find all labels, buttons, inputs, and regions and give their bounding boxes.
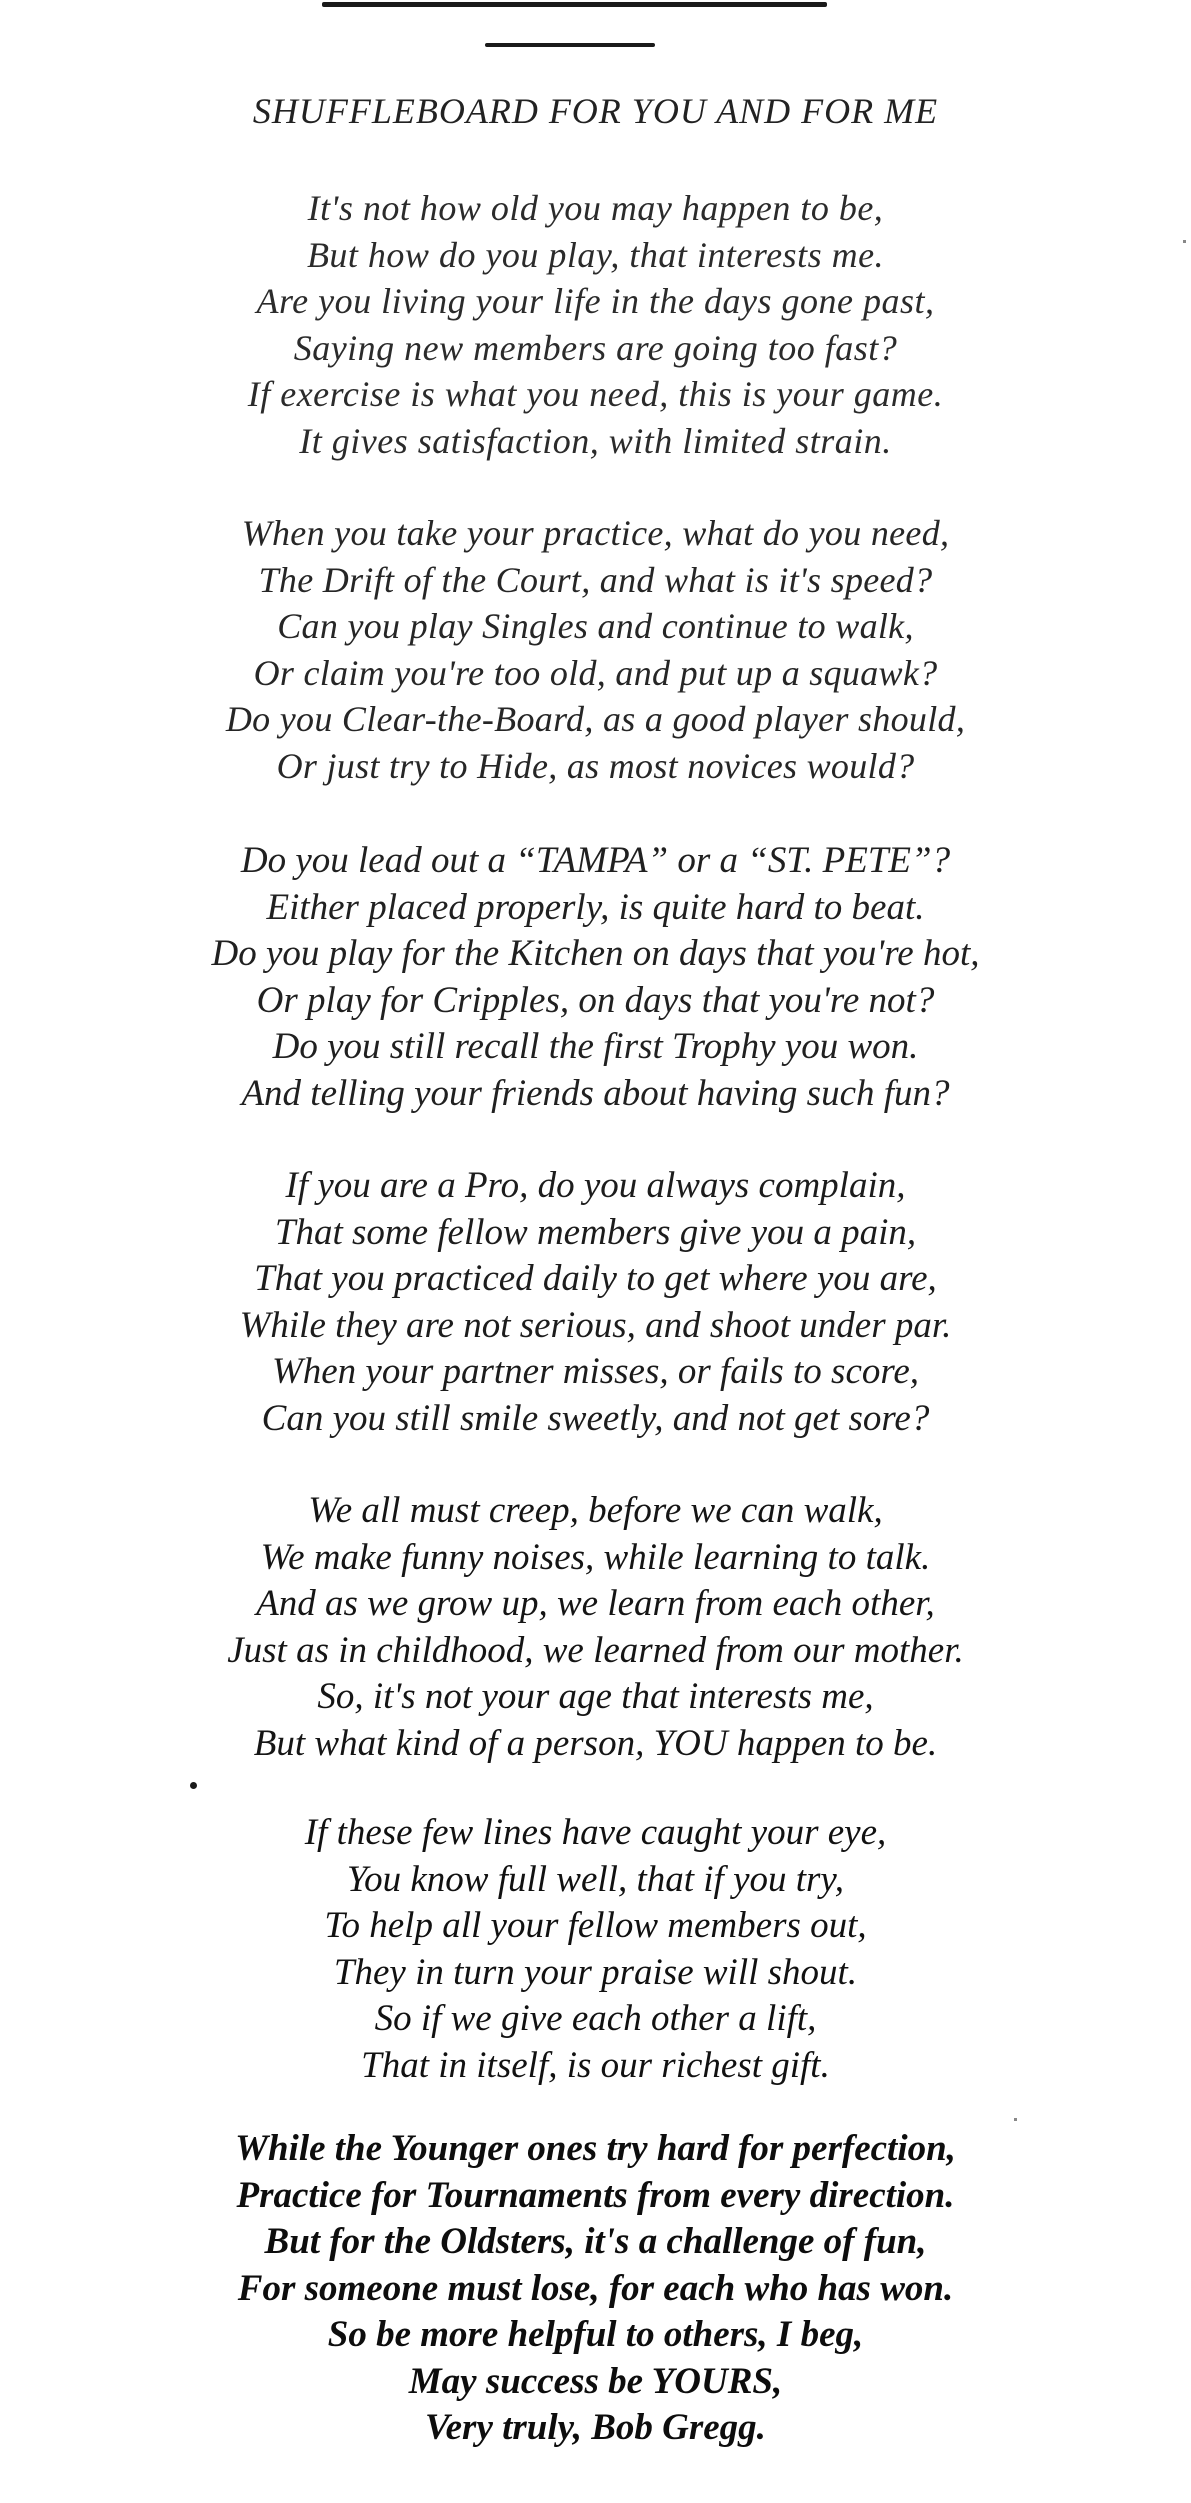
stanza-4 — [0, 1163, 1191, 1442]
poem-line: But how do you play, that interests me. — [306, 234, 885, 275]
signature-line: Very truly, Bob Gregg. — [425, 2407, 766, 2448]
poem-title: SHUFFLEBOARD FOR YOU AND FOR ME — [252, 91, 939, 131]
stanza-1 — [0, 185, 1191, 464]
poem-line: It gives satisfaction, with limited strain. — [299, 420, 892, 461]
poem-line: When your partner misses, or fails to score, — [271, 1351, 920, 1392]
poem-line: While the Younger ones try hard for perfection, — [235, 2128, 956, 2169]
poem-line: The Drift of the Court, and what is it's speed? — [258, 559, 933, 600]
paper-speck — [1183, 240, 1186, 243]
poem-line: When you take your practice, what do you need, — [241, 513, 950, 553]
poem-line: They in turn your praise will shout. — [333, 1951, 858, 1993]
poem-line: It's not how old you may happen to be, — [307, 188, 884, 228]
paper-speck — [1014, 2118, 1017, 2121]
poem-line: Do you Clear-the-Board, as a good player should, — [225, 699, 966, 739]
poem-line: For someone must lose, for each who has won. — [237, 2267, 954, 2309]
poem-line: Or play for Cripples, on days that you're not? — [256, 979, 935, 1021]
stanza-7-signature — [0, 2126, 1191, 2452]
poem-line: Or just try to Hide, as most novices would? — [276, 745, 915, 786]
poem-line: Can you still smile sweetly, and not get sore? — [261, 1397, 930, 1439]
poem-line: And telling your friends about having such fun? — [241, 1072, 950, 1114]
poem-line: Are you living your life in the days gone past, — [256, 281, 935, 321]
poem-line: We all must creep, before we can walk, — [308, 1490, 883, 1531]
poem-line: That you practiced daily to get where you are, — [254, 1258, 937, 1299]
poem-line: But what kind of a person, YOU happen to be. — [253, 1722, 938, 1764]
poem-line: Or claim you're too old, and put up a squawk? — [253, 652, 938, 693]
poem-line: Do you lead out a “TAMPA” or a “ST. PETE”? — [240, 840, 951, 881]
poem-line: So, it's not your age that interests me, — [317, 1676, 874, 1717]
poem-line: Just as in childhood, we learned from our mother. — [227, 1629, 964, 1671]
poem-line: If exercise is what you need, this is your game. — [247, 374, 944, 414]
top-rule-line — [322, 2, 827, 7]
poem-line: You know full well, that if you try, — [346, 1858, 845, 1900]
poem-line: May success be YOURS, — [408, 2360, 783, 2402]
poem-line: That in itself, is our richest gift. — [361, 2044, 830, 2086]
poem-line: Do you still recall the first Trophy you won. — [272, 1026, 919, 1067]
poem-line: Do you play for the Kitchen on days that you're hot, — [211, 933, 980, 974]
poem-line: While they are not serious, and shoot under par. — [239, 1304, 952, 1346]
poem-line: Can you play Singles and continue to walk, — [277, 606, 914, 646]
poem-line: That some fellow members give you a pain, — [274, 1211, 917, 1253]
poem-line: So if we give each other a lift, — [374, 1998, 817, 2039]
poem-line: To help all your fellow members out, — [324, 1905, 867, 1946]
poem-line: Practice for Tournaments from every direction. — [236, 2174, 955, 2216]
poem-line: We make funny noises, while learning to talk. — [260, 1536, 931, 1578]
stanza-6 — [0, 1810, 1191, 2089]
poem-line: Either placed properly, is quite hard to beat. — [266, 886, 925, 928]
ink-dot — [190, 1782, 197, 1789]
poem-line: If these few lines have caught your eye, — [304, 1812, 887, 1853]
poem-line: So be more helpful to others, I beg, — [327, 2314, 864, 2355]
poem-line: And as we grow up, we learn from each other, — [256, 1583, 935, 1624]
stanza-3 — [0, 838, 1191, 1117]
poem-line: If you are a Pro, do you always complain, — [285, 1165, 906, 1206]
poem-line: Saying new members are going too fast? — [293, 327, 898, 368]
stanza-5 — [0, 1488, 1191, 1767]
title-underline-rule — [485, 43, 655, 47]
poem-line: But for the Oldsters, it's a challenge of fun, — [264, 2221, 927, 2262]
stanza-2 — [0, 510, 1191, 789]
